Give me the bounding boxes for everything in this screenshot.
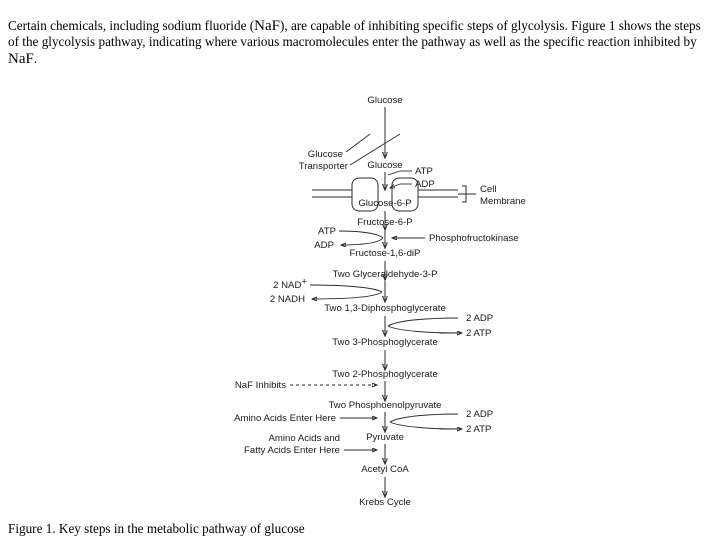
glycolysis-diagram [0,78,721,518]
atp3-lens-lower-src [388,326,458,333]
label-glucose-inside: Glucose [367,160,403,171]
label-fructose-6-p: Fructose-6-P [357,217,413,228]
passage-part-1: Certain chemicals, including sodium fluoride ( [8,18,255,34]
label-naf-inhibits: NaF Inhibits [234,380,286,391]
label-amino-acids-enter: Amino Acids Enter Here [234,413,336,424]
label-nadh: 2 NADH [269,294,305,305]
passage-naf-2: NaF [8,50,34,67]
label-acetyl-coa: Acetyl CoA [361,464,409,475]
pathway-svg [0,78,721,518]
nadh-lens-lower [312,292,382,299]
passage-part-3: . [33,50,38,66]
label-2-atp-1: 2 ATP [466,328,492,339]
label-two-1-3-diphosphoglycerate: Two 1,3-Diphosphoglycerate [324,303,446,314]
label-krebs-cycle: Krebs Cycle [359,497,411,508]
passage-part-2: ), are capable of inhibiting specific steps of glycolysis. Figure 1 shows the steps of the glycolysis pathway, indicating where various macromolecules enter the pathway as well as the specific reaction inhibited by [8,18,701,50]
atp-lens-upper [339,231,383,238]
label-amino-fatty-line1: Amino Acids and [268,433,340,444]
passage-text [8,18,714,67]
label-atp-1: ATP [415,166,433,177]
label-two-phosphoenolpyruvate: Two Phosphoenolpyruvate [328,400,442,411]
label-glucose-outside: Glucose [367,95,403,106]
label-adp-2: ADP [314,240,334,251]
label-glucose-transporter-line2: Transporter [298,161,348,172]
adp-lens-lower [341,238,383,245]
label-glucose-transporter-line1: Glucose [307,149,343,160]
label-glucose-6-p: Glucose-6-P [358,198,412,209]
passage-naf-1: NaF [254,18,280,35]
label-pyruvate: Pyruvate [366,432,404,443]
label-atp-2: ATP [318,226,336,237]
label-cell-membrane-line2: Membrane [480,196,526,207]
figure-caption: Figure 1. Key steps in the metabolic pathway of glucose [8,521,305,536]
adp4-lens-upper [390,414,458,422]
label-2-atp-2: 2 ATP [466,424,492,435]
label-fructose-1-6-dip: Fructose-1,6-diP [349,248,421,259]
adp3-lens-upper [388,318,458,326]
label-two-2-phosphoglycerate: Two 2-Phosphoglycerate [332,369,438,380]
label-two-3-phosphoglycerate: Two 3-Phosphoglycerate [332,337,438,348]
label-phosphofructokinase: Phosphofructokinase [429,233,519,244]
label-2-adp-2: 2 ADP [466,409,494,420]
label-two-glyceraldehyde-3-p: Two Glyceraldehyde-3-P [332,269,438,280]
label-2-adp-1: 2 ADP [466,313,494,324]
label-cell-membrane-line1: Cell [480,184,497,195]
label-adp-1: ADP [415,179,435,190]
transporter-leader-left [346,134,370,152]
label-amino-fatty-line2: Fatty Acids Enter Here [244,445,340,456]
atp4-lens-lower-src [390,422,458,429]
atp-fork-in [388,171,400,175]
nad-lens-upper [310,285,382,292]
label-nad-plus: 2 NAD+ [273,276,307,291]
